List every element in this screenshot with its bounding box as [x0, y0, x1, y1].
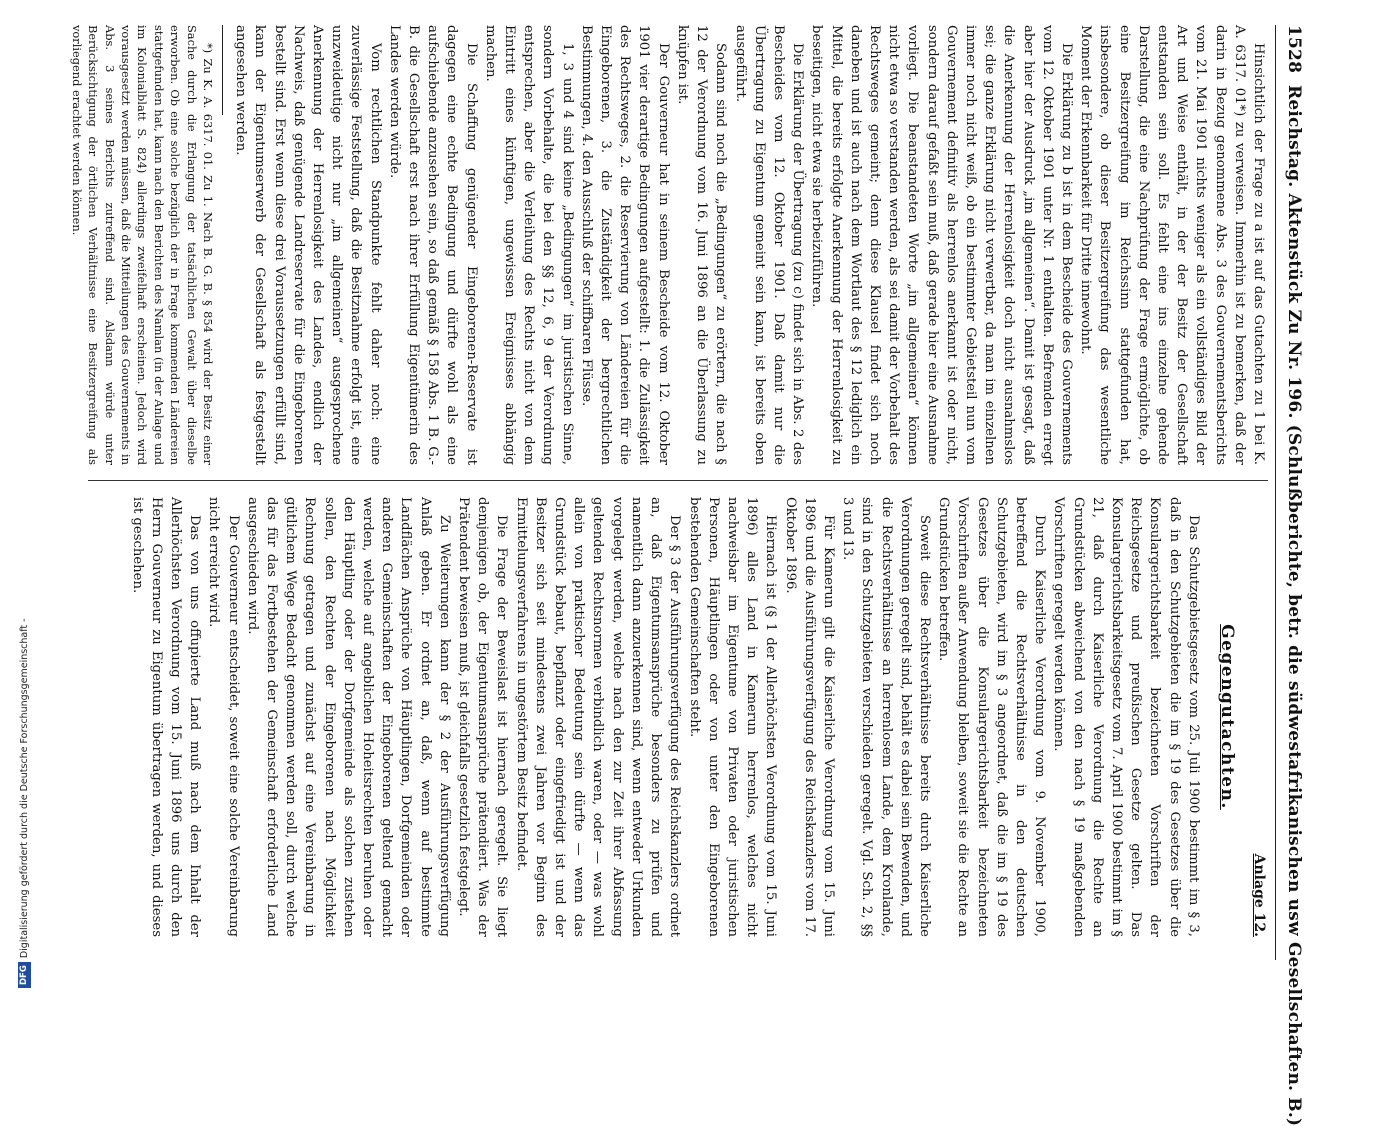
paragraph: Sodann sind noch die „Bedingungen“ zu erörtern, die nach § 12 der Verordnung vom 16. Juni 1896 an die Überlassung zu knüpfen ist. — [674, 25, 729, 465]
document-content — [69, 25, 1308, 1126]
page-header — [1278, 25, 1308, 1126]
paragraph: Die Erklärung der Übertragung (zu c) findet sich in Abs. 2 des Bescheides vom 12. Oktober 1901. Daß damit nur die Übertragung zu Eigentum gemeint sein kann, ist bereits oben ausgeführt. — [732, 25, 806, 465]
paragraph: Der § 3 der Ausführungsverfügung des Reichskanzlers ordnet an, daß Eigentumsansprüche besonders zu prüfen und namentlich dann anzuerkennen sind, wenn entweder Urkunden vorgelegt werden, welche nach den zur Zeit ihrer Abfassung geltenden Rechtsnormen verbindlich waren, oder — was wohl allein von praktischer Bedeutung sein dürfte — wenn das Grundstück bebaut, bepflanzt oder eingefriedigt ist und der Besitzer sich seit mindestens zwei Jahren vor Beginn des Ermittelungsverfahrens in ungestörtem Besitz befindet. — [513, 497, 683, 937]
paragraph: Durch Kaiserliche Verordnung vom 9. November 1900, betreffend die Rechtsverhältnisse in den deutschen Schutzgebieten, wird im § 3 angeordnet, daß die im § 19 des Gesetzes über die Konsulargerichtsbarkeit bezeichneten Vorschriften außer Anwendung bleiben, soweit sie die Rechte an Grundstücken betreffen. — [936, 497, 1048, 937]
credit-line — [18, 588, 31, 988]
paragraph: Soweit diese Rechtsverhältnisse bereits durch Kaiserliche Verordnungen geregelt sind, behält es dabei sein Bewenden, und die Rechtsverhältnisse an herrenlosem Lande, dem Kronlande, sind in den Schutzgebieten verschieden geregelt. Vgl. Sch. 2, §§ 3 und 13. — [840, 497, 932, 937]
credit-text: Digitalisierung gefördert durch die Deutsche Forschungsgemeinschaft - — [19, 618, 30, 959]
paragraph: 1, 3 und 4 sind keine „Bedingungen“ im juristischen Sinne, sondern Vorbehalte, die bei den §§ 12, 6, 9 der Verordnung entsprechen, aber die Verleihung des Rechts nicht von dem Eintritt eines künftigen, ungewissen Ereignisses abhängig machen. — [482, 25, 575, 465]
paragraph: Der Gouverneur hat in seinem Bescheide vom 12. Oktober 1901 vier derartige Bedingungen aufgestellt: 1. die Zulässigkeit des Rechtsweges, 2. die Reservierung von Ländereien für die Eingeborenen, 3. die Zuständigkeit der bergrechtlichen Bestimmungen, 4. den Ausschluß der schiffbaren Flüsse. — [578, 25, 671, 465]
right-column — [83, 497, 1268, 937]
page-number: 1528 — [1284, 25, 1304, 74]
digitization-credit — [0, 0, 30, 1000]
paragraph: Zu Weiterungen kann der § 2 der Ausführungsverfügung Anlaß geben. Er ordnet an, daß, wenn auf bestimmte Landflächen Ansprüche von Häuptlingen, Dorfgemeinden oder anderen Gemeinschaften der Eingeborenen geltend gemacht werden, welche auf angeblichen Hoheitsrechten beruhen oder den Häuptling oder der Dorfgemeinde als solchen zustehen sollen, den Rechten der Eingeborenen nach Möglichkeit Rechnung getragen und zunächst auf eine Vereinbarung in gütlichem Wege Bedacht genommen werden soll, durch welche das für das Fortbestehen der Gemeinschaft erforderliche Land ausgeschieden wird. — [244, 497, 452, 937]
dfg-logo: DFG — [18, 962, 31, 988]
rotated-document-sheet — [69, 25, 1308, 1126]
paragraph: Der Gouverneur entscheidet, soweit eine solche Vereinbarung nicht erreicht wird. — [206, 497, 241, 937]
paragraph: Hiernach ist (§ 1 der Allerhöchsten Verordnung vom 15. Juni 1896) alles Land in Kamerun herrenlos, welches nicht nachweisbar im Eigentume von Privaten oder juristischen Personen, Häuptlingen oder von unter den Eingeborenen bestehenden Gemeinschaften steht. — [686, 497, 779, 937]
footnote-separator — [222, 25, 223, 115]
column-divider — [88, 480, 1268, 481]
page-running-title: Reichstag. Aktenstück Zu Nr. 196. (Schlußberichte, betr. die südwestafrikanischen usw Gesellschaften. B.) — [1284, 85, 1304, 1126]
paragraph: Die Schaffung genügender Eingeborenen-Reservate ist dagegen eine echte Bedingung und dürfte wohl als eine aufschiebende anzusehen sein, so daß gemäß § 158 Abs. 1 B. G.-B. die Gesellschaft erst nach ihrer Erfüllung Eigentümerin des Landes werden würde. — [386, 25, 479, 465]
header-rule — [1275, 25, 1276, 960]
paragraph: Die Erklärung zu b ist in dem Bescheide des Gouvernements vom 12. Oktober 1901 unter Nr. 1 enthalten. Befremden erregt aber hier der Ausdruck „im allgemeinen“. Damit ist gesagt, daß die Anerkennung der Herrenlosigkeit doch nicht ausnahmslos sei; die ganze Erklärung nicht verwertbar, da man im einzelnen immer noch nicht weiß, ob ein bestimmter Gebietsteil nun vom Gouvernement definitiv als herrenlos anerkannt ist oder nicht, sondern darauf gefaßt sein muß, daß gerade hier eine Ausnahme vorliegt. Die beanstandeten Worte „im allgemeinen“ können nicht etwa so verstanden werden, als sei damit der Vorbehalt des Rechtsweges gemeint; denn diese Klausel findet sich noch daneben und ist auch nach dem Wortlaut des § 12 lediglich ein Mittel, die bereits erfolgte Anerkennung der Herrenlosigkeit zu beseitigen, nicht etwa sie herbeizuführen. — [809, 25, 1074, 465]
section-heading: Gegengutachten. — [1217, 624, 1237, 810]
footnote: *) Zu K. A. 6317. 01. Zu 1. Nach B. G. B. § 854 wird der Besitz einer Sache durch die Erlangung der tatsächlichen Gewalt über dieselbe erworben. Ob eine solche bezüglich der in Frage kommenden Ländereien stattgefunden hat, kann nach den Berichten des Namlan (in der Anlage und im Kolonialblatt S. 824) allerdings zweifelhaft erscheinen. Jedoch wird vorausgesetzt werden müssen, daß die Mitteilungen des Gouvernements in Abs. 3 seines Berichts zutreffend sind. Alsdann würde unter Berücksichtigung der örtlichen Verhältnisse eine Besitzergreifung als vorliegend erachtet werden können. — [69, 25, 216, 465]
annex-label-row — [1244, 497, 1268, 937]
paragraph: Für Kamerun gilt die Kaiserliche Verordnung vom 15. Juni 1896 und die Ausführungsverfügung des Reichskanzlers vom 17. Oktober 1896. — [782, 497, 836, 937]
paragraph: Das Schutzgebietsgesetz vom 25. Juli 1900 bestimmt im § 3, daß in den Schutzgebieten die im § 19 des Gesetzes über die Konsulargerichtsbarkeit bezeichneten Vorschriften der Reichsgesetze und preußischen Gesetze gelten. Das Konsulargerichtsbarkeitsgesetz vom 7. April 1900 bestimmt im § 21, daß durch Kaiserliche Verordnung die Rechte an Grundstücken abweichend von den nach § 19 maßgebenden Vorschriften geregelt werden können. — [1051, 497, 1201, 937]
paragraph: Vom rechtlichen Standpunkte fehlt daher noch: eine zuverlässige Feststellung, daß die Besitznahme erfolgt ist, eine unzweideutige nicht nur „im allgemeinen“ ausgesprochene Anerkennung der Herrenlosigkeit des Landes, endlich der Nachweis, daß genügende Landreservate für die Eingeborenen bestellt sind. Erst wenn diese drei Voraussetzungen erfüllt sind, kann der Eigentumserwerb der Gesellschaft als festgestellt angesehen werden. — [233, 25, 383, 465]
paragraph: Die Frage der Beweislast ist hiernach geregelt. Sie liegt demjenigen ob, der Eigentumsansprüche prätendiert. Was der Prätendent beweisen muß, ist gleichfalls gesetzlich festgelegt. — [456, 497, 510, 937]
left-column — [69, 25, 1268, 465]
paragraph: Das von uns offupierte Land muß nach dem Inhalt der Allerhöchsten Verordnung vom 15. Juni 1896 uns durch den Herrn Gouverneur zu Eigentum übertragen werden, und dieses ist geschehen. — [129, 497, 203, 937]
paragraph: Hinsichtlich der Frage zu a ist auf das Gutachten zu 1 bei K. A. 6317. 01*) zu verweisen. Immerhin ist zu bemerken, daß der darin in Bezug genommene Abs. 3 des Gouvernementsberichts vom 21. Mai 1901 nichts weniger als ein vollständiges Bild der Art und Weise enthält, in der der Besitz der Gesellschaft entstanden sein soll. Es fehlt eine ins einzelne gehende Darstellung, die eine Nachprüfung der Frage ermöglichte, ob eine Besitzergreifung im Reichssinn stattgefunden hat, insbesondere, ob dieser Besitzergreifung das wesentliche Moment der Erkennbarkeit für Dritte innewohnt. — [1078, 25, 1266, 465]
annex-label: Anlage 12. — [1251, 853, 1267, 937]
